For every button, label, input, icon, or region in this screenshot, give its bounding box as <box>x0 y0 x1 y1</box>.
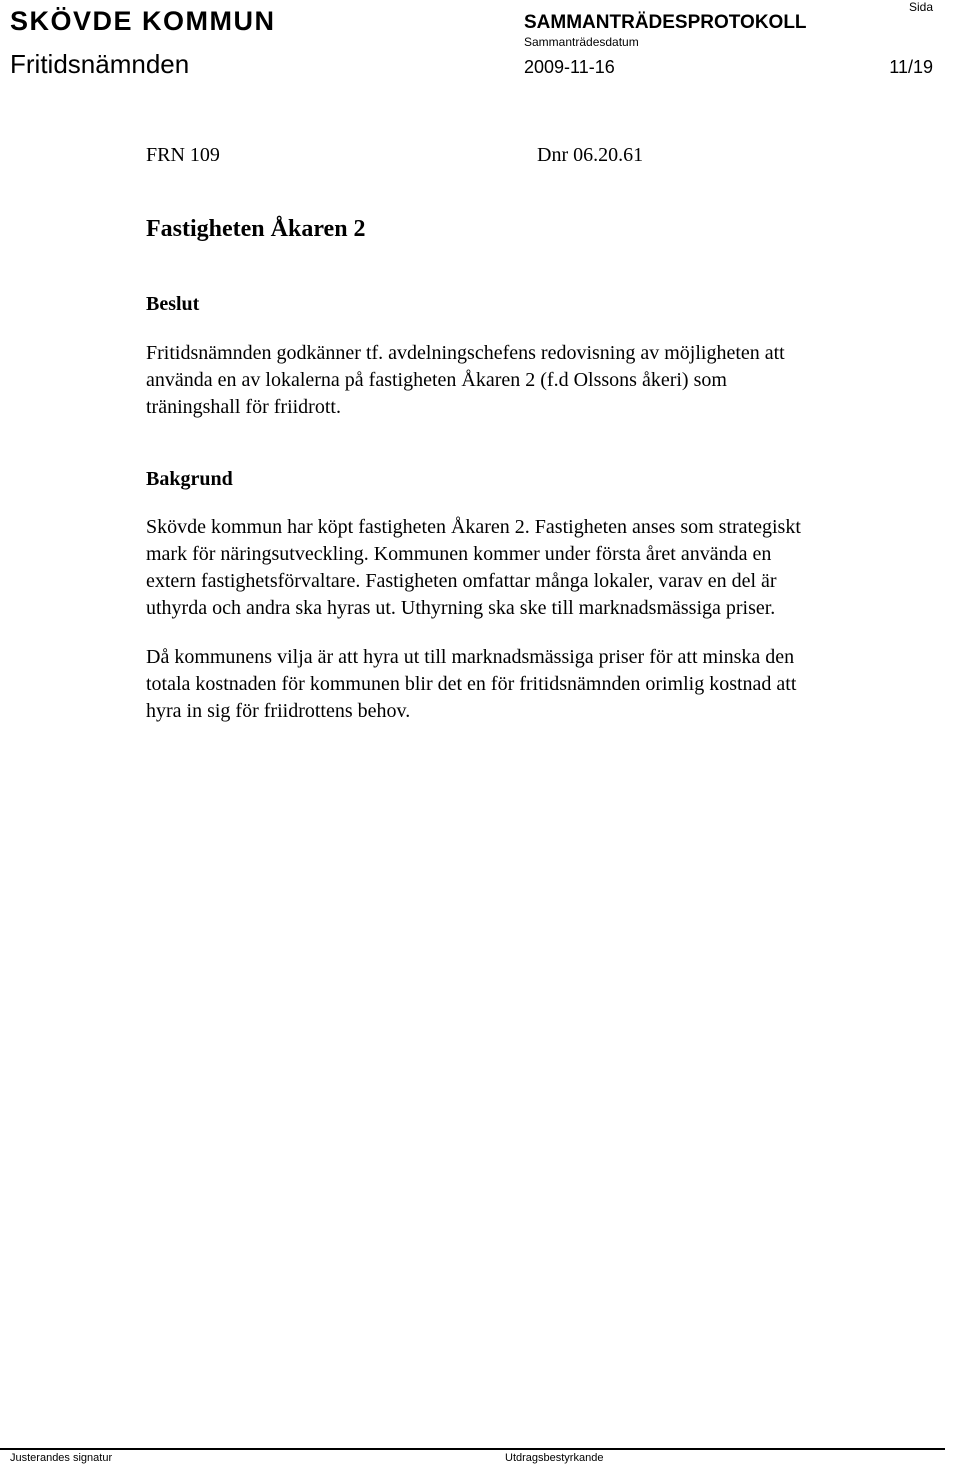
text-line: extern fastighetsförvaltare. Fastigheten omfattar många lokaler, varav en del är <box>146 570 777 592</box>
text-line: träningshall för friidrott. <box>146 396 341 418</box>
background-heading: Bakgrund <box>146 468 233 490</box>
text-line: hyra in sig för friidrottens behov. <box>146 700 411 722</box>
signature-label: Justerandes signatur <box>10 1452 113 1464</box>
page-number: 11/19 <box>889 57 933 77</box>
organization-logo: SKÖVDE KOMMUN <box>10 6 276 36</box>
background-paragraph-1 <box>146 514 936 622</box>
text-line: Skövde kommun har köpt fastigheten Åkaren 2. Fastigheten anses som strategiskt <box>146 516 801 538</box>
committee-name: Fritidsnämnden <box>10 49 190 79</box>
text-line: använda en av lokalerna på fastigheten Åkaren 2 (f.d Olssons åkeri) som <box>146 369 727 391</box>
item-title: Fastigheten Åkaren 2 <box>146 216 366 242</box>
text-line: Fritidsnämnden godkänner tf. avdelningschefens redovisning av möjligheten att <box>146 342 785 364</box>
extract-certification-label: Utdragsbestyrkande <box>505 1452 604 1464</box>
decision-heading: Beslut <box>146 293 200 315</box>
footer-divider <box>0 1448 945 1450</box>
text-line: uthyrda och andra ska hyras ut. Uthyrning ska ske till marknadsmässiga priser. <box>146 597 776 619</box>
text-line: mark för näringsutveckling. Kommunen kommer under första året använda en <box>146 543 772 565</box>
background-paragraph-2 <box>146 644 936 725</box>
section-number: FRN 109 <box>146 144 220 166</box>
page-label: Sida <box>908 0 933 14</box>
meeting-date: 2009-11-16 <box>524 57 615 77</box>
text-line: totala kostnaden för kommunen blir det en för fritidsnämnden orimlig kostnad att <box>146 673 797 695</box>
text-line: Då kommunens vilja är att hyra ut till marknadsmässiga priser för att minska den <box>146 646 795 668</box>
document-type: SAMMANTRÄDESPROTOKOLL <box>524 12 807 33</box>
diary-number: Dnr 06.20.61 <box>537 144 644 166</box>
meeting-date-label: Sammanträdesdatum <box>524 35 639 49</box>
decision-paragraph <box>146 340 936 421</box>
